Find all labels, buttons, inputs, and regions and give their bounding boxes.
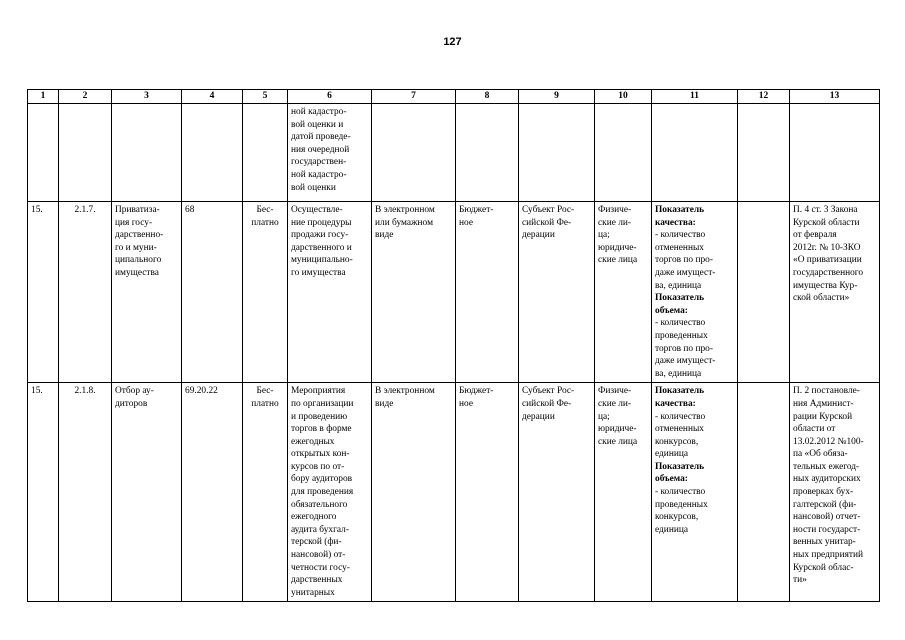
header-col-10: 10 bbox=[595, 90, 652, 104]
text-line: ция госу- bbox=[115, 217, 153, 228]
text-line: П. 2 постановле- bbox=[793, 386, 860, 397]
indicators-cell bbox=[652, 383, 738, 602]
text-line: юридиче- bbox=[598, 424, 637, 435]
indicator-line: даже имущест- bbox=[655, 356, 716, 367]
indicator-line: торгов по про- bbox=[655, 255, 713, 266]
text-line: нансовой) отчет- bbox=[793, 512, 861, 523]
indicator-heading: объема: bbox=[655, 474, 688, 485]
text-line: «О приватизации bbox=[793, 255, 862, 266]
text-line: вой оценки bbox=[291, 182, 336, 193]
type-cell bbox=[456, 383, 519, 602]
consumers-cell bbox=[595, 202, 652, 383]
legal-basis-cell bbox=[790, 202, 880, 383]
table-row bbox=[28, 383, 880, 602]
header-col-12: 12 bbox=[738, 90, 790, 104]
owner-cell bbox=[519, 202, 595, 383]
text-line: или бумажном bbox=[375, 217, 433, 228]
text-line: продажи госу- bbox=[291, 230, 349, 241]
text-line: вой оценки и bbox=[291, 119, 344, 130]
cell bbox=[519, 104, 595, 202]
text-line: Бес- bbox=[256, 205, 274, 215]
text-line: ти» bbox=[793, 575, 807, 586]
text-line: Отбор ау- bbox=[115, 386, 154, 397]
text-line: области от bbox=[793, 424, 836, 435]
service-name-cell bbox=[112, 202, 182, 383]
text-line: Курской области bbox=[793, 217, 860, 228]
indicator-line: проведенных bbox=[655, 499, 708, 510]
cell bbox=[456, 104, 519, 202]
text-line: Физиче- bbox=[598, 386, 632, 397]
text-line: дерации bbox=[522, 230, 555, 241]
cell bbox=[182, 104, 243, 202]
text-line: Бюджет- bbox=[459, 205, 494, 215]
text-line: го имущества bbox=[291, 267, 346, 278]
text-line: Курской облас- bbox=[793, 562, 854, 573]
header-col-9: 9 bbox=[519, 90, 595, 104]
cell bbox=[790, 104, 880, 202]
indicator-line: - количество bbox=[655, 487, 706, 498]
text-line: П. 4 ст. 3 Закона bbox=[793, 205, 858, 215]
cell bbox=[112, 104, 182, 202]
text-line: ной кадастро- bbox=[291, 107, 347, 117]
header-col-5: 5 bbox=[243, 90, 288, 104]
cell bbox=[372, 104, 456, 202]
type-cell bbox=[456, 202, 519, 383]
continuation-content-cell bbox=[288, 104, 372, 202]
text-line: дерации bbox=[522, 411, 555, 422]
indicator-line: - количество bbox=[655, 230, 706, 241]
continuation-row bbox=[28, 104, 880, 202]
indicator-line: отмененных bbox=[655, 424, 704, 435]
text-line: ежегодного bbox=[291, 512, 337, 523]
text-line: ное bbox=[459, 398, 473, 409]
text-line: ские лица bbox=[598, 255, 638, 266]
text-line: Мероприятия bbox=[291, 386, 346, 397]
indicator-heading: Показатель bbox=[655, 293, 705, 304]
text-line: ципального bbox=[115, 255, 162, 266]
text-line: муниципально- bbox=[291, 255, 353, 266]
header-col-7: 7 bbox=[372, 90, 456, 104]
text-line: открытых кон- bbox=[291, 449, 350, 460]
text-line: юридиче- bbox=[598, 242, 637, 253]
indicator-line: проведенных bbox=[655, 330, 708, 341]
text-line: курсов по от- bbox=[291, 461, 345, 472]
indicator-line: даже имущест- bbox=[655, 267, 716, 278]
text-line: платно bbox=[251, 398, 279, 409]
header-col-8: 8 bbox=[456, 90, 519, 104]
text-line: торгов в форме bbox=[291, 424, 352, 435]
text-line: дарственно- bbox=[115, 230, 164, 241]
text-line: ские ли- bbox=[598, 217, 632, 228]
table-row bbox=[28, 202, 880, 383]
text-line: рации Курской bbox=[793, 411, 853, 422]
text-line: галтерской (фи- bbox=[793, 499, 857, 510]
text-line: ное bbox=[459, 217, 473, 228]
text-line: ца; bbox=[598, 411, 610, 422]
header-col-13: 13 bbox=[790, 90, 880, 104]
text-line: ности государст- bbox=[793, 524, 861, 535]
text-line: Субъект Рос- bbox=[522, 386, 575, 397]
text-line: дарственного и bbox=[291, 242, 352, 253]
text-line: нансовой) от- bbox=[291, 550, 346, 561]
content-cell bbox=[288, 202, 372, 383]
text-line: ежегодных bbox=[291, 436, 335, 447]
service-code-cell: 2.1.8. bbox=[59, 383, 112, 602]
indicator-line: единица bbox=[655, 524, 689, 535]
text-line: датой проведе- bbox=[291, 132, 351, 143]
indicator-heading: объема: bbox=[655, 305, 688, 316]
text-line: и проведению bbox=[291, 411, 348, 422]
okved-cell: 68 bbox=[182, 202, 243, 383]
text-line: ных аудиторских bbox=[793, 474, 861, 485]
consumers-cell bbox=[595, 383, 652, 602]
cell bbox=[59, 104, 112, 202]
row-number-cell: 15. bbox=[28, 202, 59, 383]
text-line: ские лица bbox=[598, 436, 638, 447]
text-line: терской (фи- bbox=[291, 537, 342, 548]
text-line: го и муни- bbox=[115, 242, 157, 253]
text-line: 13.02.2012 №100- bbox=[793, 436, 864, 447]
form-cell bbox=[372, 202, 456, 383]
text-line: Бес- bbox=[256, 386, 274, 397]
text-line: по организации bbox=[291, 398, 354, 409]
indicator-line: - количество bbox=[655, 411, 706, 422]
header-col-6: 6 bbox=[288, 90, 372, 104]
owner-cell bbox=[519, 383, 595, 602]
service-name-cell bbox=[112, 383, 182, 602]
indicator-line: единица bbox=[655, 449, 689, 460]
text-line: Бюджет- bbox=[459, 386, 494, 397]
cell bbox=[28, 104, 59, 202]
text-line: диторов bbox=[115, 398, 148, 409]
text-line: бору аудиторов bbox=[291, 474, 353, 485]
page-number: 127 bbox=[443, 36, 462, 48]
header-col-3: 3 bbox=[112, 90, 182, 104]
text-line: ных предприятий bbox=[793, 550, 864, 561]
text-line: ния Админист- bbox=[793, 398, 854, 409]
text-line: виде bbox=[375, 398, 394, 409]
form-cell bbox=[372, 383, 456, 602]
indicator-heading: Показатель bbox=[655, 461, 705, 472]
col12-cell bbox=[738, 383, 790, 602]
text-line: Субъект Рос- bbox=[522, 205, 575, 215]
text-line: ние процедуры bbox=[291, 217, 352, 228]
cell bbox=[595, 104, 652, 202]
text-line: Осуществле- bbox=[291, 205, 343, 215]
text-line: Приватиза- bbox=[115, 205, 160, 215]
text-line: В электронном bbox=[375, 386, 435, 397]
text-line: ца; bbox=[598, 230, 610, 241]
service-code-cell: 2.1.7. bbox=[59, 202, 112, 383]
text-line: четности госу- bbox=[291, 562, 350, 573]
indicator-heading: качества: bbox=[655, 217, 696, 228]
indicator-line: конкурсов, bbox=[655, 512, 699, 523]
indicator-line: торгов по про- bbox=[655, 343, 713, 354]
indicator-heading: качества: bbox=[655, 398, 696, 409]
cell bbox=[738, 104, 790, 202]
header-row bbox=[28, 90, 880, 104]
text-line: от февраля bbox=[793, 230, 837, 241]
header-col-4: 4 bbox=[182, 90, 243, 104]
text-line: платно bbox=[251, 217, 279, 228]
legal-basis-cell bbox=[790, 383, 880, 602]
cell bbox=[243, 104, 288, 202]
text-line: венных унитар- bbox=[793, 537, 856, 548]
text-line: аудита бухгал- bbox=[291, 524, 349, 535]
indicator-line: ва, единица bbox=[655, 280, 702, 291]
text-line: сийской Фе- bbox=[522, 217, 572, 228]
text-line: для проведения bbox=[291, 487, 354, 498]
text-line: государственного bbox=[793, 267, 864, 278]
payment-cell bbox=[243, 383, 288, 602]
text-line: ной кадастро- bbox=[291, 169, 347, 180]
indicator-line: - количество bbox=[655, 318, 706, 329]
header-col-11: 11 bbox=[652, 90, 738, 104]
okved-cell: 69.20.22 bbox=[182, 383, 243, 602]
text-line: 2012г. № 10-ЗКО bbox=[793, 242, 861, 253]
text-line: сийской Фе- bbox=[522, 398, 572, 409]
text-line: тельных ежегод- bbox=[793, 461, 860, 472]
indicator-line: отмененных bbox=[655, 242, 704, 253]
text-line: ские ли- bbox=[598, 398, 632, 409]
indicator-heading: Показатель bbox=[655, 386, 705, 397]
indicator-line: конкурсов, bbox=[655, 436, 699, 447]
cell bbox=[652, 104, 738, 202]
text-line: имущества Кур- bbox=[793, 280, 858, 291]
text-line: дарственных bbox=[291, 575, 343, 586]
text-line: Физиче- bbox=[598, 205, 632, 215]
header-col-1: 1 bbox=[28, 90, 59, 104]
text-line: унитарных bbox=[291, 587, 335, 598]
indicator-heading: Показатель bbox=[655, 205, 705, 215]
text-line: ния очередной bbox=[291, 144, 350, 155]
payment-cell bbox=[243, 202, 288, 383]
text-line: имущества bbox=[115, 267, 159, 278]
text-line: виде bbox=[375, 230, 394, 241]
col12-cell bbox=[738, 202, 790, 383]
header-col-2: 2 bbox=[59, 90, 112, 104]
row-number-cell: 15. bbox=[28, 383, 59, 602]
text-line: ской области» bbox=[793, 293, 850, 304]
text-line: обязательного bbox=[291, 499, 348, 510]
text-line: па «Об обяза- bbox=[793, 449, 848, 460]
content-cell bbox=[288, 383, 372, 602]
indicators-cell bbox=[652, 202, 738, 383]
text-line: В электронном bbox=[375, 205, 435, 215]
indicator-line: ва, единица bbox=[655, 368, 702, 379]
services-table bbox=[27, 89, 880, 602]
text-line: проверках бух- bbox=[793, 487, 854, 498]
text-line: государствен- bbox=[291, 157, 347, 168]
